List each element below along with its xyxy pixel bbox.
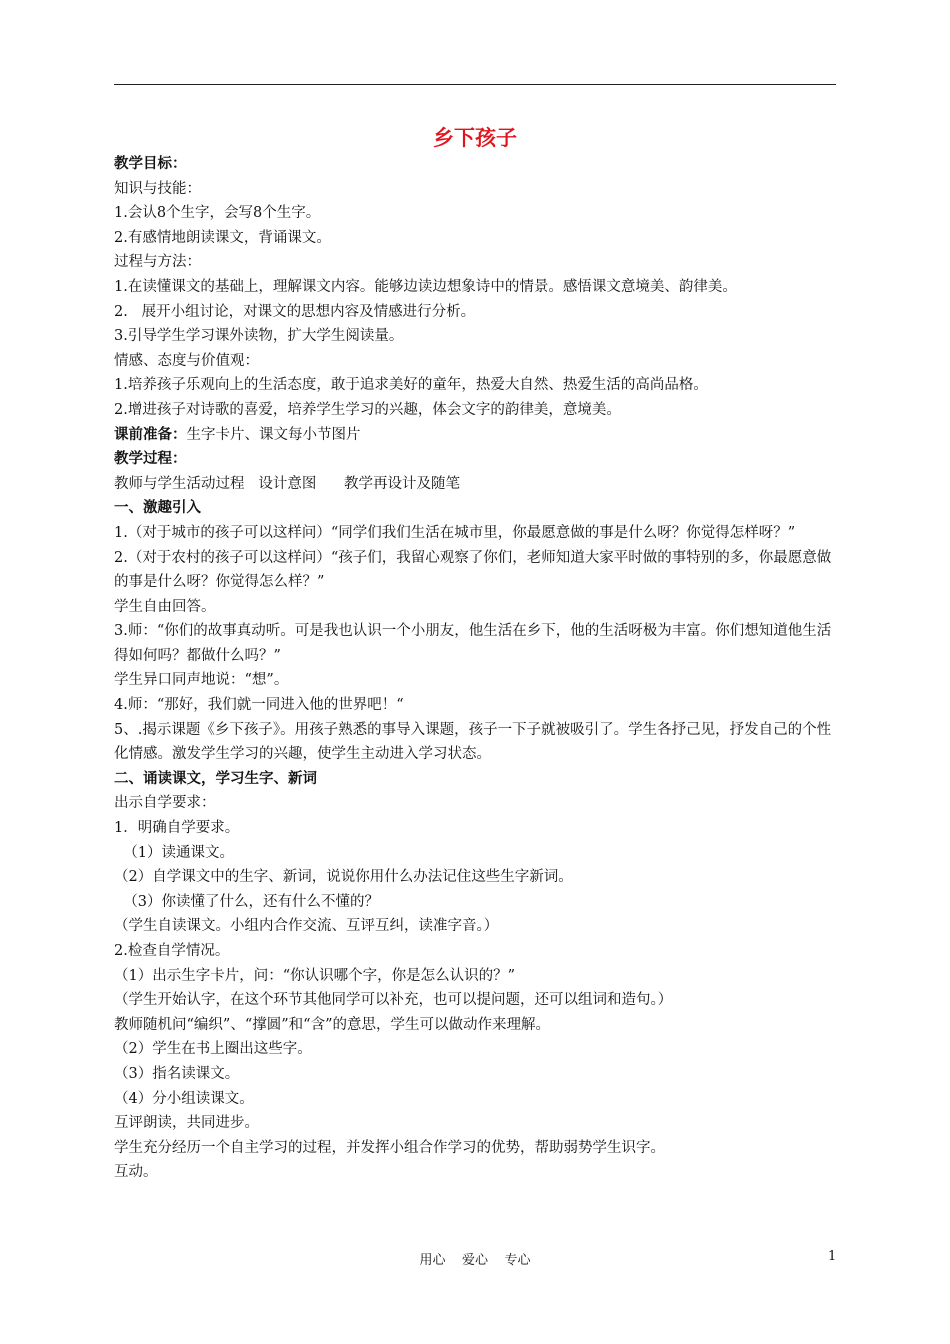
text-line: （2）自学课文中的生字、新词，说说你用什么办法记住这些生字新词。 — [114, 869, 573, 886]
text-line: 1．明确自学要求。 — [114, 820, 240, 837]
text-line: （1）读通课文。 — [114, 844, 234, 861]
text-line: （3）你读懂了什么，还有什么不懂的？ — [114, 893, 379, 910]
text-line: 2.检查自学情况。 — [114, 943, 230, 959]
document-body — [114, 152, 842, 1185]
text-line: 教学过程： — [114, 451, 187, 468]
text-line: 4.师：“那好，我们就一同进入他的世界吧！“ — [114, 697, 404, 714]
text-line: 互评朗读，共同进步。 — [114, 1115, 259, 1132]
text-line: 1.（对于城市的孩子可以这样问）“同学们我们生活在城市里，你最愿意做的事是什么呀？你觉得怎样呀？” — [114, 524, 796, 541]
text-line: 教师随机问“编织”、“撑圆”和“含”的意思，学生可以做动作来理解。 — [114, 1016, 550, 1033]
text-line: （4）分小组读课文。 — [114, 1090, 254, 1107]
text-line: 互动。 — [114, 1164, 158, 1181]
text-line: 2. 展开小组讨论，对课文的思想内容及情感进行分析。 — [114, 303, 476, 320]
text-line: 情感、态度与价值观： — [114, 352, 259, 369]
text-line: 1.培养孩子乐观向上的生活态度，敢于追求美好的童年，热爱大自然、热爱生活的高尚品格。 — [114, 377, 708, 394]
header-rule — [114, 84, 836, 85]
text-line: 3.师：“你们的故事真动听。可是我也认识一个小朋友，他生活在乡下，他的生活呀极为丰富。你们想知道他生活得如何吗？都做什么吗？” — [114, 623, 832, 664]
text-line: （1）出示生字卡片，问：“你认识哪个字，你是怎么认识的？” — [114, 967, 516, 984]
text-line: （学生自读课文。小组内合作交流、互评互纠，读准字音。） — [114, 918, 499, 935]
text-line: 5、.揭示课题《乡下孩子》。用孩子熟悉的事导入课题，孩子一下子就被吸引了。学生各抒己见，抒发自己的个性化情感。激发学生学习的兴趣，使学生主动进入学习状态。 — [114, 721, 832, 763]
text-line: 学生自由回答。 — [114, 598, 216, 615]
line-label: 课前准备： — [114, 426, 187, 443]
text-line: 二、诵读课文，学习生字、新词 — [114, 770, 317, 787]
text-line: 教师与学生活动过程 设计意图 教学再设计及随笔 — [114, 475, 460, 492]
page-number: 1 — [828, 1249, 837, 1264]
text-line: （2）学生在书上圈出这些字。 — [114, 1041, 312, 1058]
footer-text: 用心 爱心 专心 — [419, 1253, 531, 1268]
text-line: 2.有感情地朗读课文，背诵课文。 — [114, 229, 331, 246]
text-line: 过程与方法： — [114, 254, 201, 271]
text-line: （3）指名读课文。 — [114, 1065, 240, 1082]
page-title: 乡下孩子 — [433, 126, 517, 150]
text-line: 学生异口同声地说：“想”。 — [114, 672, 289, 689]
text-line: 出示自学要求： — [114, 795, 216, 812]
text-line: 2.（对于农村的孩子可以这样问）“孩子们，我留心观察了你们，老师知道大家平时做的事特别的多，你最愿意做的事是什么呀？你觉得怎么样？” — [114, 549, 832, 591]
text-line: 知识与技能： — [114, 180, 201, 197]
line-text: 生字卡片、课文每小节图片 — [186, 426, 361, 443]
text-line: （学生开始认字，在这个环节其他同学可以补充，也可以提问题，还可以组词和造句。） — [114, 992, 673, 1009]
text-line: 2.增进孩子对诗歌的喜爱，培养学生学习的兴趣，体会文字的韵律美，意境美。 — [114, 401, 621, 418]
text-line: 3.引导学生学习课外读物，扩大学生阅读量。 — [114, 328, 404, 345]
text-line — [114, 423, 842, 448]
text-line: 1.会认8个生字，会写8个生字。 — [114, 205, 321, 222]
text-line: 教学目标： — [114, 156, 187, 172]
text-line: 学生充分经历一个自主学习的过程，并发挥小组合作学习的优势，帮助弱势学生识字。 — [114, 1139, 665, 1156]
text-line: 1.在读懂课文的基础上，理解课文内容。能够边读边想象诗中的情景。感悟课文意境美、韵律美。 — [114, 278, 737, 295]
text-line: 一、激趣引入 — [114, 500, 201, 517]
